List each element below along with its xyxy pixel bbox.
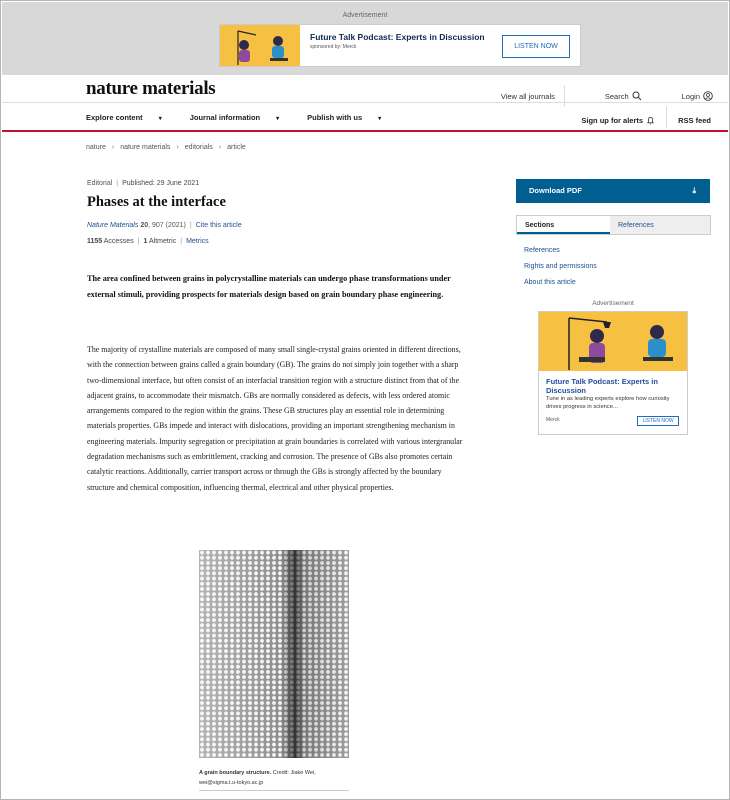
login-label: Login: [681, 91, 700, 101]
site-header: [2, 75, 728, 103]
top-ad-band: [2, 2, 728, 75]
pages: , 907 (2021): [148, 222, 186, 229]
article-meta: [87, 180, 199, 187]
alerts-label: Sign up for alerts: [581, 116, 644, 125]
top-ad-banner[interactable]: [219, 24, 581, 67]
sidebar-ad[interactable]: [538, 311, 688, 435]
view-all-journals-link[interactable]: View all journals: [500, 91, 555, 101]
section-link-rights[interactable]: Rights and permissions: [524, 263, 597, 270]
section-link-references[interactable]: References: [524, 247, 560, 254]
breadcrumb-nature-materials[interactable]: nature materials: [120, 144, 171, 151]
download-icon: ⤓: [692, 186, 696, 195]
search-button[interactable]: [585, 91, 642, 101]
metrics-line: [87, 238, 209, 245]
accesses-label: Accesses: [103, 238, 134, 245]
citation-line: [87, 222, 242, 229]
publish-date: Published: 29 June 2021: [122, 180, 200, 187]
accesses-count: 1155: [87, 238, 103, 245]
divider: |: [116, 180, 119, 187]
chevron-down-icon: ▾: [378, 116, 382, 122]
chevron-right-icon: ›: [218, 144, 222, 151]
search-icon: [632, 91, 642, 101]
divider: |: [189, 222, 192, 229]
ad-headline: Future Talk Podcast: Experts in Discussion: [310, 32, 485, 42]
article-body: The majority of crystalline materials are composed of many small single-crystal grains oriented in different directions, with the connection between grains called a grain boundary (GB). The grains do not simply join together with a sharp two-dimensional interface, but often consist of an interfacial transition region with a structure distinct from that of the adjacent grains, to accommodate their mismatch. GBs are normally considered as defects, with less ordered atomic arrangements compared to the region within the grains. These GB structures play an essential role in determining materials properties. GBs impede and interact with dislocations, providing an important strengthening mechanism in engineering materials. Impurity segregation or precipitation at grain boundaries is correlated with various intergranular degradation mechanisms such as embrittlement, cracking and corrosion. The presence of GBs also promotes certain catalytic reactions. Additionally, carrier transport across or through the GBs is strongly affected by the boundary structure and chemical composition, influencing thermal, electrical and other physical properties.: [87, 345, 463, 492]
download-pdf-label: Download PDF: [529, 186, 582, 195]
login-button[interactable]: [662, 91, 713, 101]
divider: |: [137, 238, 140, 245]
sidebar-tabs: [516, 215, 711, 235]
journal-name[interactable]: Nature Materials: [87, 222, 139, 229]
cite-this-article-link[interactable]: Cite this article: [195, 222, 242, 229]
chevron-down-icon: ▾: [276, 116, 280, 122]
breadcrumb: [86, 144, 246, 151]
breadcrumb-editorials[interactable]: editorials: [184, 144, 213, 151]
article-type: Editorial: [87, 180, 113, 187]
bell-icon: [646, 116, 655, 125]
metrics-link[interactable]: Metrics: [186, 238, 209, 245]
chevron-right-icon: ›: [176, 144, 179, 151]
divider: |: [180, 238, 183, 245]
altmetric-count: 1: [143, 238, 148, 245]
ad-label: Advertisement: [592, 300, 634, 307]
publish-with-us-label: Publish with us: [307, 113, 363, 122]
sidebar-listen-now-button[interactable]: LISTEN NOW: [637, 416, 679, 426]
journal-logo[interactable]: nature materials: [86, 78, 216, 99]
caption-credit: Credit: Jiake Wei, wei@sigma.t.u-tokyo.ac.jp: [199, 770, 316, 786]
tab-references[interactable]: References: [610, 216, 710, 234]
chevron-right-icon: ›: [111, 144, 115, 151]
figure-caption: [199, 768, 349, 791]
explore-content-label: Explore content: [86, 113, 143, 122]
article-abstract: The area confined between grains in polycrystalline materials can undergo phase transformations under external stimuli, providing prospects for materials design based on grain boundary phase engineering.: [87, 274, 451, 299]
volume: 20: [140, 222, 149, 229]
section-link-about[interactable]: About this article: [524, 279, 576, 286]
ad-label: Advertisement: [342, 12, 388, 19]
download-pdf-button[interactable]: [516, 179, 710, 203]
rss-feed-link[interactable]: RSS feed: [678, 116, 711, 125]
caption-title: A grain boundary structure.: [199, 770, 272, 776]
breadcrumb-nature[interactable]: nature: [86, 144, 106, 151]
sidebar-ad-headline: Future Talk Podcast: Experts in Discussion: [546, 377, 658, 395]
tab-sections[interactable]: Sections: [517, 216, 610, 234]
search-label: Search: [604, 91, 629, 101]
explore-content-menu[interactable]: [86, 113, 176, 122]
journal-information-menu[interactable]: [190, 113, 293, 122]
ad-sponsor: sponsored by: Merck: [310, 43, 357, 50]
altmetric-label: Altmetric: [149, 238, 177, 245]
publish-with-us-menu[interactable]: [307, 113, 395, 122]
section-links: [524, 243, 597, 291]
main-nav: [2, 104, 728, 132]
user-icon: [703, 91, 713, 101]
grain-boundary-figure[interactable]: [199, 550, 349, 758]
podcast-illustration: [539, 312, 687, 371]
sidebar-ad-text: Tune in as leading experts explore how curiosity drives progress in science...: [546, 396, 670, 410]
article-title: Phases at the interface: [87, 194, 226, 210]
boundary-shading: [199, 550, 349, 758]
breadcrumb-article: article: [227, 144, 246, 151]
podcast-illustration: [220, 25, 300, 66]
sign-up-alerts-link[interactable]: [581, 116, 655, 125]
listen-now-button[interactable]: LISTEN NOW: [502, 35, 570, 58]
journal-information-label: Journal information: [189, 113, 261, 122]
chevron-down-icon: ▾: [158, 116, 162, 122]
divider: [666, 106, 667, 128]
sidebar-ad-sponsor: Merck: [546, 417, 560, 423]
